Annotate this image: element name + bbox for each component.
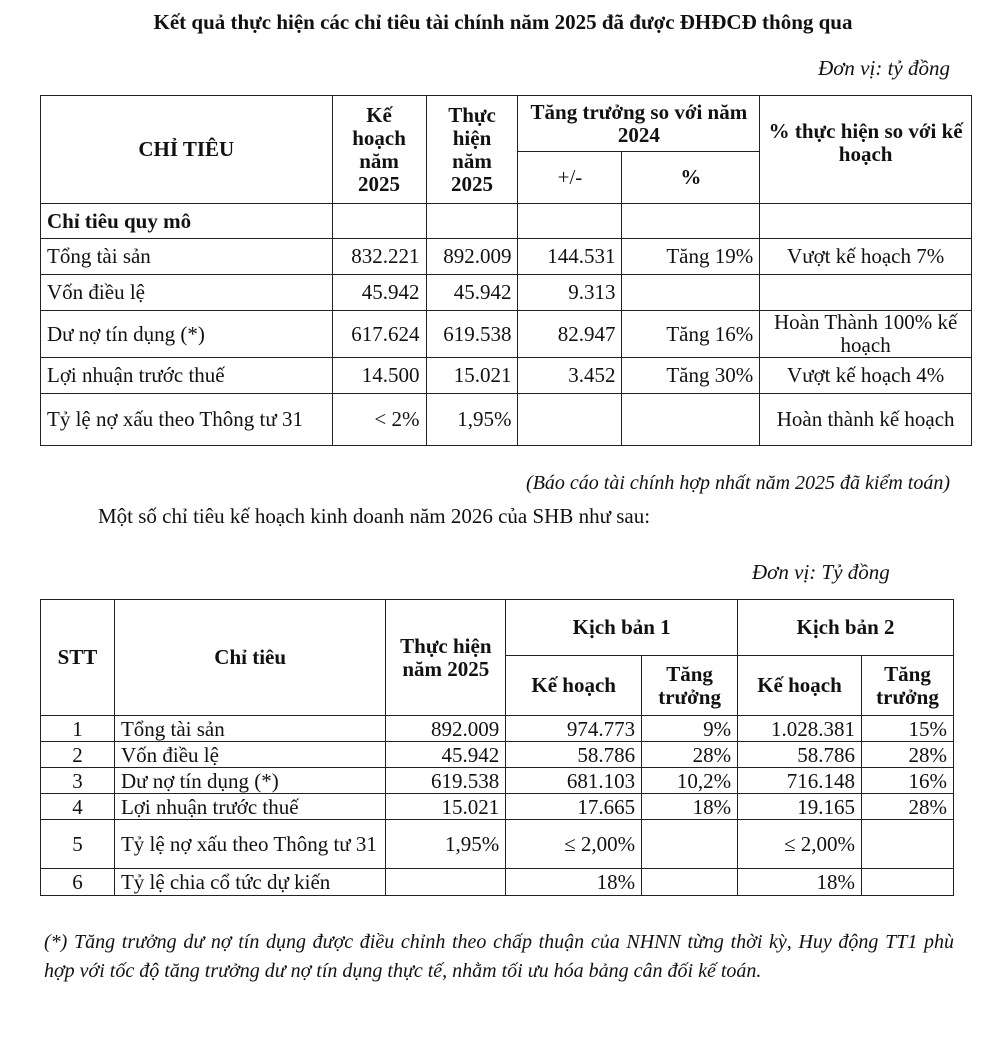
table1-cell-vs-plan: Hoàn thành kế hoạch	[760, 394, 972, 446]
table2-cell-s2-growth: 28%	[861, 794, 953, 820]
table2-cell-s1-growth: 18%	[642, 794, 738, 820]
table1-cell-growth-abs: 144.531	[518, 239, 622, 275]
table2-cell-s1-plan: 18%	[506, 869, 642, 896]
table1-cell-indicator: Vốn điều lệ	[41, 275, 333, 311]
table2-cell-s1-plan: ≤ 2,00%	[506, 820, 642, 869]
table1-cell-growth-abs: 82.947	[518, 311, 622, 358]
table1-cell-plan: 14.500	[332, 358, 426, 394]
table1-header-growth-pct: %	[622, 152, 760, 204]
table2-cell-s1-growth	[642, 869, 738, 896]
table2-row	[41, 869, 954, 896]
table2-cell-indicator: Vốn điều lệ	[114, 742, 385, 768]
table2-cell-s1-plan: 681.103	[506, 768, 642, 794]
table2-cell-s2-plan: 18%	[738, 869, 862, 896]
table2-cell-s2-plan: 1.028.381	[738, 716, 862, 742]
table1-cell-growth-abs: 3.452	[518, 358, 622, 394]
table1-cell-vs-plan	[760, 275, 972, 311]
table2-row	[41, 820, 954, 869]
table1-cell-indicator: Tổng tài sản	[41, 239, 333, 275]
table1-cell-growth-pct	[622, 275, 760, 311]
table2-body	[41, 716, 954, 896]
table2-cell-stt: 2	[41, 742, 115, 768]
table1-cell-indicator: Lợi nhuận trước thuế	[41, 358, 333, 394]
source-note: (Báo cáo tài chính hợp nhất năm 2025 đã kiểm toán)	[526, 472, 950, 494]
table2-cell-s2-growth	[861, 820, 953, 869]
table2-cell-indicator: Lợi nhuận trước thuế	[114, 794, 385, 820]
table1-cell-plan: 617.624	[332, 311, 426, 358]
table2-header-scenario1: Kịch bản 1	[506, 600, 738, 656]
table2-row	[41, 716, 954, 742]
table1-cell-plan: 45.942	[332, 275, 426, 311]
table1-header-growth-abs: +/-	[518, 152, 622, 204]
table1-row	[41, 311, 972, 358]
table1-cell-growth-pct: Tăng 19%	[622, 239, 760, 275]
table2-row	[41, 768, 954, 794]
table2-cell-s2-plan: ≤ 2,00%	[738, 820, 862, 869]
table1-cell-plan: 832.221	[332, 239, 426, 275]
intro-text: Một số chỉ tiêu kế hoạch kinh doanh năm 2026 của SHB như sau:	[98, 504, 651, 528]
table2-cell-s1-growth: 10,2%	[642, 768, 738, 794]
table2-cell-s1-plan: 974.773	[506, 716, 642, 742]
table1-header-vs-plan: % thực hiện so với kế hoạch	[760, 96, 972, 204]
table1-cell-actual: 1,95%	[426, 394, 518, 446]
table1-header-plan: Kế hoạch năm 2025	[332, 96, 426, 204]
table1-cell-growth-abs: 9.313	[518, 275, 622, 311]
table2-cell-stt: 4	[41, 794, 115, 820]
table2-cell-stt: 1	[41, 716, 115, 742]
business-plan-table	[40, 599, 954, 896]
table2-cell-actual: 892.009	[386, 716, 506, 742]
table1-cell-growth-pct: Tăng 16%	[622, 311, 760, 358]
table2-cell-s1-growth: 9%	[642, 716, 738, 742]
table2-cell-indicator: Tổng tài sản	[114, 716, 385, 742]
table2-cell-indicator: Tỷ lệ chia cổ tức dự kiến	[114, 869, 385, 896]
table2-header-indicator: Chỉ tiêu	[114, 600, 385, 716]
table1-row	[41, 239, 972, 275]
table1-cell-actual: 619.538	[426, 311, 518, 358]
table1-cell-vs-plan: Vượt kế hoạch 7%	[760, 239, 972, 275]
table1-cell-actual: 892.009	[426, 239, 518, 275]
table2-row	[41, 742, 954, 768]
table1-cell-vs-plan: Hoàn Thành 100% kế hoạch	[760, 311, 972, 358]
table1-cell-indicator: Tỷ lệ nợ xấu theo Thông tư 31	[41, 394, 333, 446]
table1-row	[41, 358, 972, 394]
table1-cell-actual: 15.021	[426, 358, 518, 394]
table1-header-indicator: CHỈ TIÊU	[41, 96, 333, 204]
footnote: (*) Tăng trưởng dư nợ tín dụng được điều chỉnh theo chấp thuận của NHNN từng thời kỳ, Huy động TT1 phù hợp với tốc độ tăng trưởng dư nợ tín dụng thực tế, nhằm tối ưu hóa bảng cân đối kế toán.	[44, 931, 954, 982]
table1-cell-plan: < 2%	[332, 394, 426, 446]
table2-cell-actual: 45.942	[386, 742, 506, 768]
table1-row	[41, 394, 972, 446]
table1-header-row	[41, 96, 972, 152]
table2-row	[41, 794, 954, 820]
table2-header-scenario2: Kịch bản 2	[738, 600, 954, 656]
table2-cell-s1-plan: 58.786	[506, 742, 642, 768]
table2-cell-stt: 5	[41, 820, 115, 869]
table2-header-actual: Thực hiện năm 2025	[386, 600, 506, 716]
table2-header-row	[41, 600, 954, 656]
table1-cell-growth-pct: Tăng 30%	[622, 358, 760, 394]
table1-cell-indicator: Dư nợ tín dụng (*)	[41, 311, 333, 358]
table2-cell-indicator: Tỷ lệ nợ xấu theo Thông tư 31	[114, 820, 385, 869]
table1-header-actual: Thực hiện năm 2025	[426, 96, 518, 204]
table2-cell-s2-plan: 716.148	[738, 768, 862, 794]
table2-cell-actual: 619.538	[386, 768, 506, 794]
table2-header-stt: STT	[41, 600, 115, 716]
table1-row	[41, 275, 972, 311]
table1-cell-vs-plan: Vượt kế hoạch 4%	[760, 358, 972, 394]
table1-section-row	[41, 204, 972, 239]
table2-cell-s2-growth	[861, 869, 953, 896]
table2-cell-stt: 3	[41, 768, 115, 794]
unit-label-1: Đơn vị: tỷ đồng	[818, 56, 950, 80]
table1-cell-growth-abs	[518, 394, 622, 446]
financial-results-table	[40, 95, 972, 446]
table2-cell-s2-plan: 58.786	[738, 742, 862, 768]
table2-cell-indicator: Dư nợ tín dụng (*)	[114, 768, 385, 794]
table1-header-growth: Tăng trưởng so với năm 2024	[518, 96, 760, 152]
table2-cell-s2-growth: 28%	[861, 742, 953, 768]
table2-cell-actual: 1,95%	[386, 820, 506, 869]
table1-cell-actual: 45.942	[426, 275, 518, 311]
table2-header-s1-growth: Tăng trưởng	[642, 656, 738, 716]
table2-cell-s2-plan: 19.165	[738, 794, 862, 820]
table2-cell-s1-plan: 17.665	[506, 794, 642, 820]
table2-header-s2-growth: Tăng trưởng	[861, 656, 953, 716]
table2-cell-s2-growth: 15%	[861, 716, 953, 742]
table1-body	[41, 239, 972, 446]
table2-cell-actual	[386, 869, 506, 896]
table2-cell-s1-growth	[642, 820, 738, 869]
table1-section-label: Chỉ tiêu quy mô	[41, 204, 333, 239]
table2-cell-s1-growth: 28%	[642, 742, 738, 768]
table2-cell-stt: 6	[41, 869, 115, 896]
table2-cell-s2-growth: 16%	[861, 768, 953, 794]
unit-label-2: Đơn vị: Tỷ đồng	[752, 560, 890, 584]
table2-header-s2-plan: Kế hoạch	[738, 656, 862, 716]
table1-cell-growth-pct	[622, 394, 760, 446]
document-title: Kết quả thực hiện các chỉ tiêu tài chính năm 2025 đã được ĐHĐCĐ thông qua	[153, 10, 853, 34]
table2-cell-actual: 15.021	[386, 794, 506, 820]
table2-header-s1-plan: Kế hoạch	[506, 656, 642, 716]
